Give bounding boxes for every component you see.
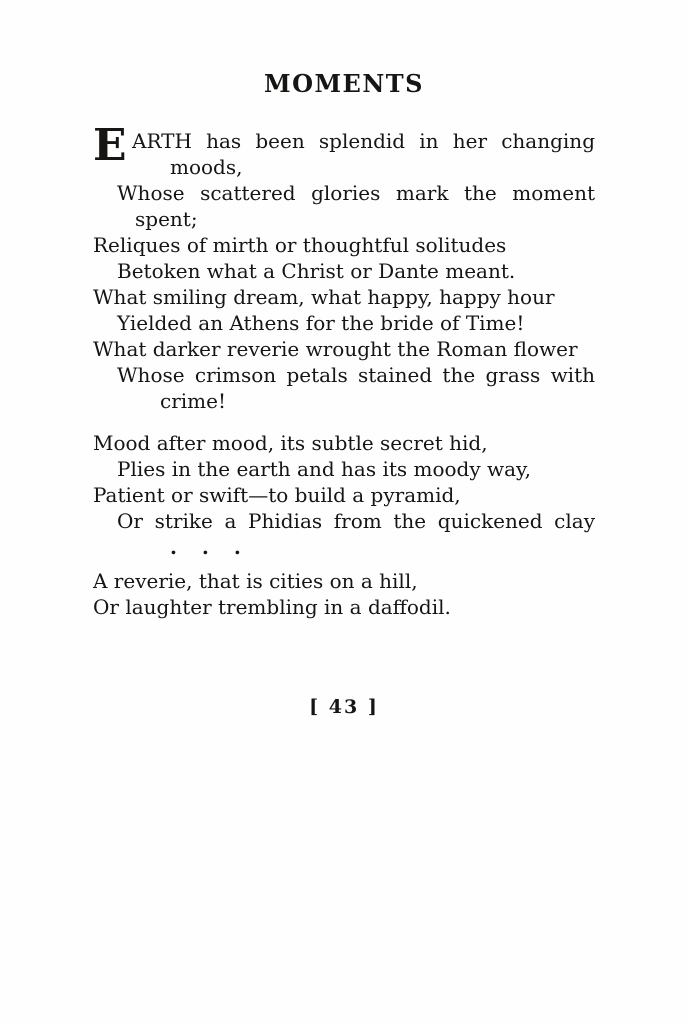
- poem-line: Yielded an Athens for the bride of Time!: [117, 311, 525, 335]
- poem-line: What smiling dream, what happy, happy hour: [93, 285, 555, 309]
- drop-cap-initial: E: [93, 120, 127, 171]
- poem-line: Or laughter trembling in a daffodil.: [93, 595, 451, 619]
- poem-line: crime!: [160, 389, 226, 413]
- poem-line: Reliques of mirth or thoughtful solitudes: [93, 233, 507, 257]
- section-separator-dots: . . .: [170, 535, 242, 559]
- poem-line: spent;: [135, 207, 198, 231]
- poem-title: MOMENTS: [264, 69, 424, 98]
- poem-line: Mood after mood, its subtle secret hid,: [93, 431, 488, 455]
- poem-line: A reverie, that is cities on a hill,: [93, 569, 418, 593]
- poem-line: Whose crimson petals stained the grass with: [117, 363, 595, 387]
- poem-line: Patient or swift—to build a pyramid,: [93, 483, 461, 507]
- poem-line: Whose scattered glories mark the moment: [117, 181, 595, 205]
- stanza-break: [93, 414, 595, 430]
- poem-line: Plies in the earth and has its moody way,: [117, 457, 532, 481]
- poem-line: Or strike a Phidias from the quickened clay: [117, 509, 595, 533]
- poem-line: moods,: [170, 155, 243, 179]
- page-number: [ 43 ]: [309, 696, 379, 718]
- poem-line-text: ARTH has been splendid in her changing: [132, 129, 595, 153]
- poem-body: [93, 120, 595, 620]
- poem-line: Betoken what a Christ or Dante meant.: [117, 259, 516, 283]
- poem-line: What darker reverie wrought the Roman flower: [93, 337, 578, 361]
